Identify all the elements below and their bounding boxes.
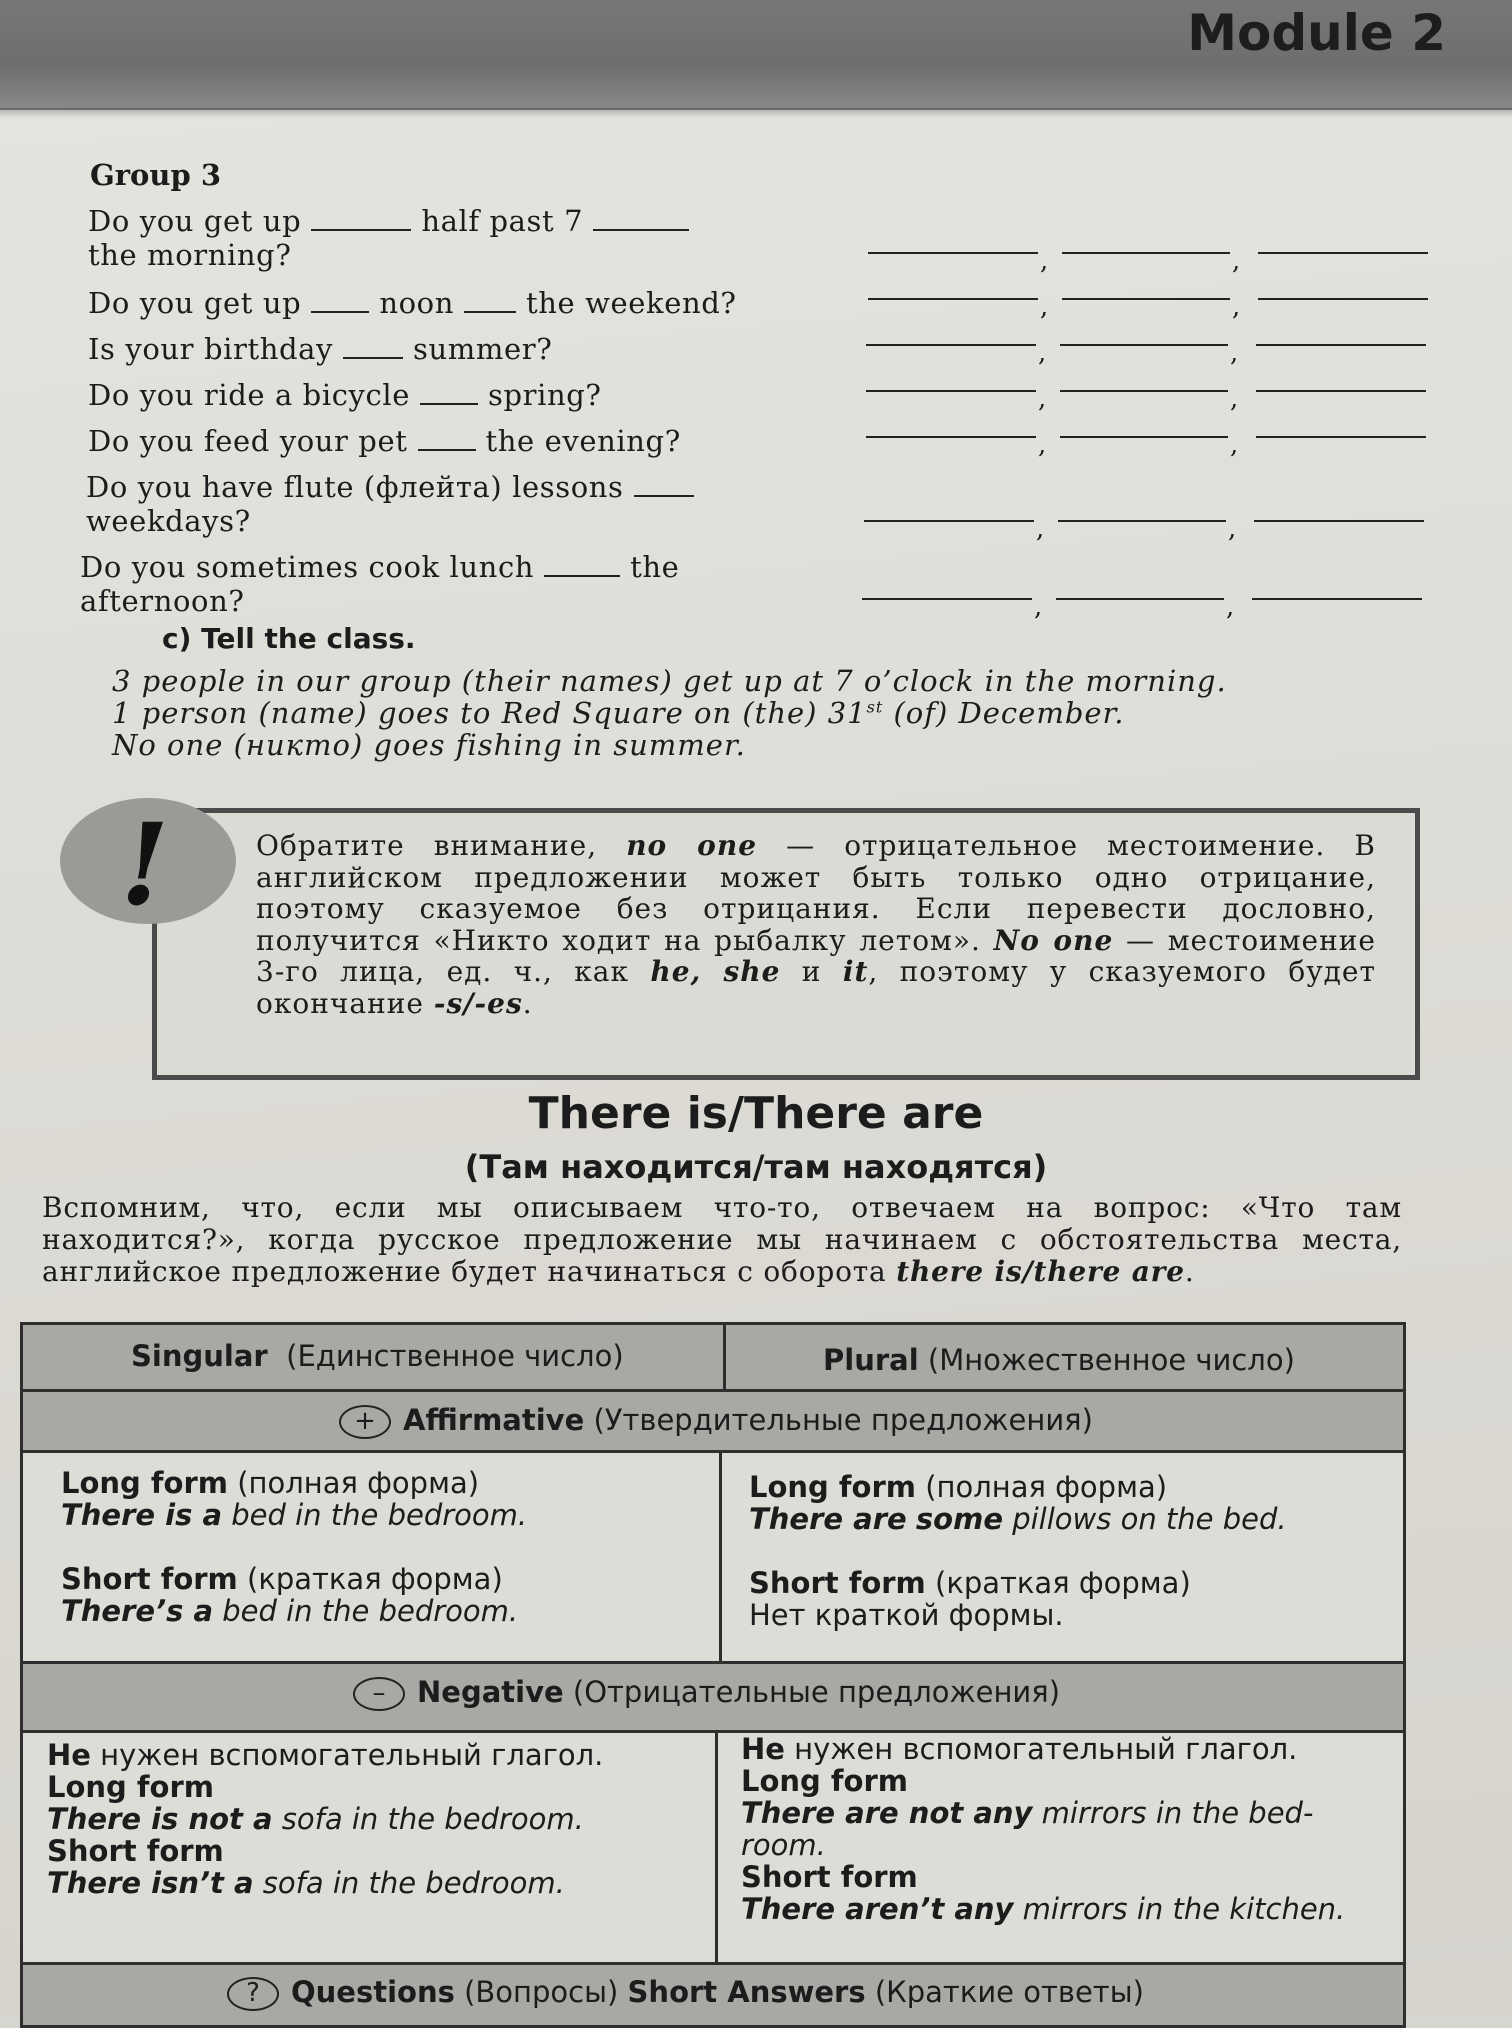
question-2: Do you get up noon the weekend? xyxy=(88,286,737,320)
section-subtitle: (Там находится/там находятся) xyxy=(464,1148,1048,1186)
question-3: Is your birthday summer? xyxy=(88,332,553,366)
aff-singular-cell: Long form (полная форма) There is a bed in the bedroom. Short form (краткая форма) There’s a bed in the bedroom. xyxy=(61,1466,528,1628)
answer-blanks-3: , , xyxy=(866,344,1436,364)
example-sentence-2: 1 person (name) goes to Red Square on (the) 31st (of) December. xyxy=(112,696,1125,730)
aff-plural-cell: Long form (полная форма) There are some pillows on the bed. Short form (краткая форма) Нет краткой формы. xyxy=(749,1470,1287,1632)
question-6: Do you have flute (флейта) lessons weekdays? xyxy=(86,470,756,538)
plus-icon: + xyxy=(339,1405,391,1439)
affirmative-header: + Affirmative (Утвердительные предложения) xyxy=(339,1403,1093,1439)
example-sentence-3: No one (никто) goes fishing in summer. xyxy=(112,728,746,762)
note-text: Обратите внимание, no one — отрицательное местоимение. В английском предложении может быть только одно отрицание, поэтому сказуемое без отрицания. Если перевести дословно, получится «Никто ходит на рыбалку летом». No one — местоимение 3-го лица, ед. ч., как he, she и it, поэтому у сказуемого будет окончание -s/-es. xyxy=(256,829,1376,1020)
exclamation-icon: ! xyxy=(120,800,170,931)
tell-the-class-heading: c) Tell the class. xyxy=(162,622,416,655)
answer-blanks-2: , , xyxy=(866,298,1436,318)
module-title: Module 2 xyxy=(1187,4,1446,62)
answer-blanks-4: , , xyxy=(866,390,1436,410)
question-4: Do you ride a bicycle spring? xyxy=(88,378,602,412)
plural-header: Plural (Множественное число) xyxy=(823,1343,1295,1377)
section-intro: Вспомним, что, если мы описываем что-то, отвечаем на вопрос: «Что там находится?», когда русское предложение мы начинаем с обстоятельства места, английское предложение будет начинаться с оборота there is/there are. xyxy=(42,1191,1402,1288)
neg-singular-cell: Не нужен вспомогательный глагол. Long form There is not a sofa in the bedroom. Short form There isn’t a sofa in the bedroom. xyxy=(47,1738,604,1900)
answer-blanks-7: , , xyxy=(866,598,1436,618)
answer-blanks-1: , , xyxy=(866,252,1436,272)
section-title: There is/There are xyxy=(528,1088,984,1139)
question-7: Do you sometimes cook lunch the afternoon? xyxy=(80,550,680,618)
header-shadow xyxy=(0,108,1512,118)
question-1: Do you get up half past 7 the morning? xyxy=(88,204,758,272)
question-icon: ? xyxy=(227,1977,279,2011)
grammar-table xyxy=(20,1322,1406,2028)
example-sentence-1: 3 people in our group (their names) get up at 7 o’clock in the morning. xyxy=(112,664,1227,698)
ordinal-suffix: st xyxy=(866,697,884,717)
minus-icon: – xyxy=(353,1677,405,1711)
answer-blanks-6: , , xyxy=(866,520,1436,540)
questions-header: ? Questions (Вопросы) Short Answers (Краткие ответы) xyxy=(227,1975,1144,2011)
question-5: Do you feed your pet the evening? xyxy=(88,424,681,458)
answer-blanks-5: , , xyxy=(866,436,1436,456)
negative-header: – Negative (Отрицательные предложения) xyxy=(353,1675,1060,1711)
group-title: Group 3 xyxy=(90,158,222,192)
neg-plural-cell: Не нужен вспомогательный глагол. Long form There are not any mirrors in the bed- room. Short form There aren’t any mirrors in the kitchen. xyxy=(741,1732,1346,1926)
singular-header: Singular (Единственное число) xyxy=(131,1339,624,1373)
